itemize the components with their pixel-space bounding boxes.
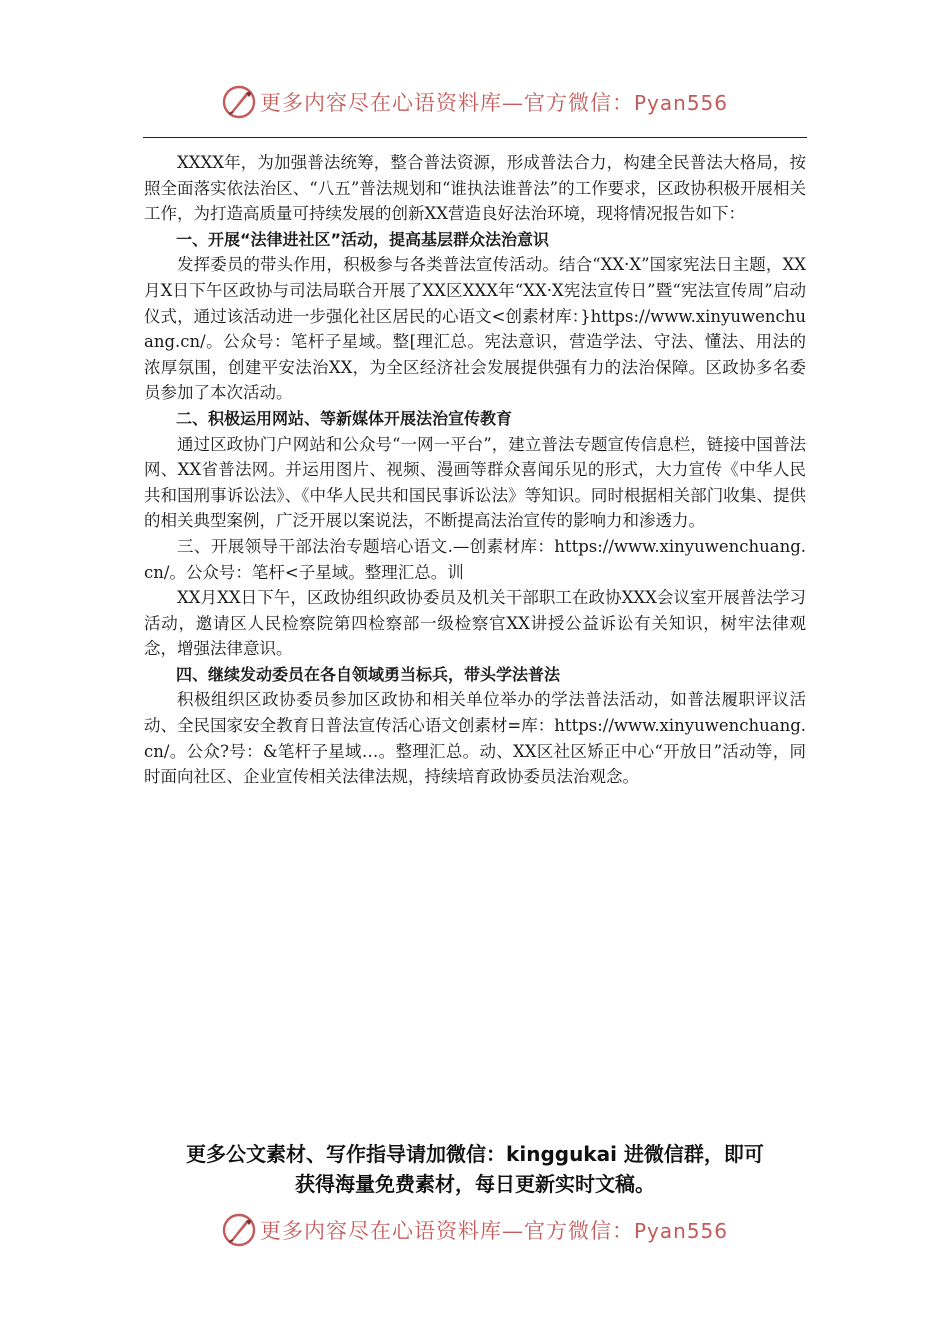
footer-banner-dash: — (501, 1219, 524, 1243)
section-heading-2: 二、积极运用网站、等新媒体开展法治宣传教育 (176, 408, 513, 428)
header-banner-dash: — (501, 91, 524, 115)
footer-promo-line-1: 更多公文素材、写作指导请加微信：kinggukai 进微信群，即可 (186, 1142, 764, 1166)
footer-banner-official: 官方微信： (523, 1219, 634, 1243)
header-banner-account: Pyan556 (633, 91, 728, 115)
document-body (144, 150, 806, 790)
footer-banner-account: Pyan556 (633, 1219, 728, 1243)
footer-banner (0, 1208, 950, 1252)
section-heading-1: 一、开展“法律进社区”活动，提高基层群众法治意识 (176, 229, 550, 249)
header-banner-main: 更多内容尽在心语资料库 (259, 91, 502, 115)
header-banner (0, 80, 950, 124)
header-banner-official: 官方微信： (523, 91, 634, 115)
section-paragraph-2: 通过区政协门户网站和公众号“一网一平台”，建立普法专题宣传信息栏，链接中国普法网、XX省普法网。并运用图片、视频、漫画等群众喜闻乐见的形式，大力宣传《中华人民共和国刑事诉讼法》、《中华人民共和国民事诉讼法》等知识。同时根据相关部门收集、提供的相关典型案例，广泛开展以案说法，不断提高法治宣传的影响力和渗透力。 (144, 434, 806, 531)
section-paragraph-4: 积极组织区政协委员参加区政协和相关单位举办的学法普法活动，如普法履职评议活动、全民国家安全教育日普法宣传活心语文创素材=库：https://www.xinyuwenchuang.cn/。公众?号：&笔杆子星域…。整理汇总。动、XX区社区矫正中心“开放日”活动等，同时面向社区、企业宣传相关法律法规，持续培育政协委员法治观念。 (144, 690, 806, 787)
quill-logo-icon (222, 1213, 256, 1247)
section-paragraph-1: 发挥委员的带头作用，积极参与各类普法宣传活动。结合“XX·X”国家宪法日主题，XX月X日下午区政协与司法局联合开展了XX区XXX年“XX·X宪法宣传日”暨“宪法宣传周”启动仪式，通过该活动进一步强化社区居民的心语文<创素材库：}https://www.xinyuwenchuang.cn/。公众号：笔杆子星域。整[理汇总。宪法意识，营造学法、守法、懂法、用法的浓厚氛围，创建平安法治XX，为全区经济社会发展提供强有力的法治保障。区政协多名委员参加了本次活动。 (144, 255, 806, 403)
footer-banner-text (260, 1215, 728, 1245)
intro-paragraph: XXXX年，为加强普法统筹，整合普法资源，形成普法合力，构建全民普法大格局，按照全面落实依法治区、“八五”普法规划和“谁执法谁普法”的工作要求，区政协积极开展相关工作，为打造高质量可持续发展的创新XX营造良好法治环境，现将情况报告如下： (144, 153, 806, 224)
section-heading-4: 四、继续发动委员在各自领域勇当标兵，带头学法普法 (176, 664, 561, 684)
footer-promo-line-2: 获得海量免费素材，每日更新实时文稿。 (295, 1172, 655, 1196)
section-paragraph-3: XX月XX日下午，区政协组织政协委员及机关干部职工在政协XXX会议室开展普法学习活动，邀请区人民检察院第四检察部一级检察官XX讲授公益诉讼有关知识，树牢法律观念，增强法律意识。 (144, 588, 806, 659)
quill-logo-icon (222, 85, 256, 119)
header-divider (143, 137, 807, 138)
header-banner-text (260, 87, 728, 117)
footer-banner-main: 更多内容尽在心语资料库 (259, 1219, 502, 1243)
footer-promo (0, 1139, 950, 1199)
section-heading-3: 三、开展领导干部法治专题培心语文.—创素材库：https://www.xinyuwenchuang.cn/。公众号：笔杆<子星域。整理汇总。训 (144, 536, 806, 582)
